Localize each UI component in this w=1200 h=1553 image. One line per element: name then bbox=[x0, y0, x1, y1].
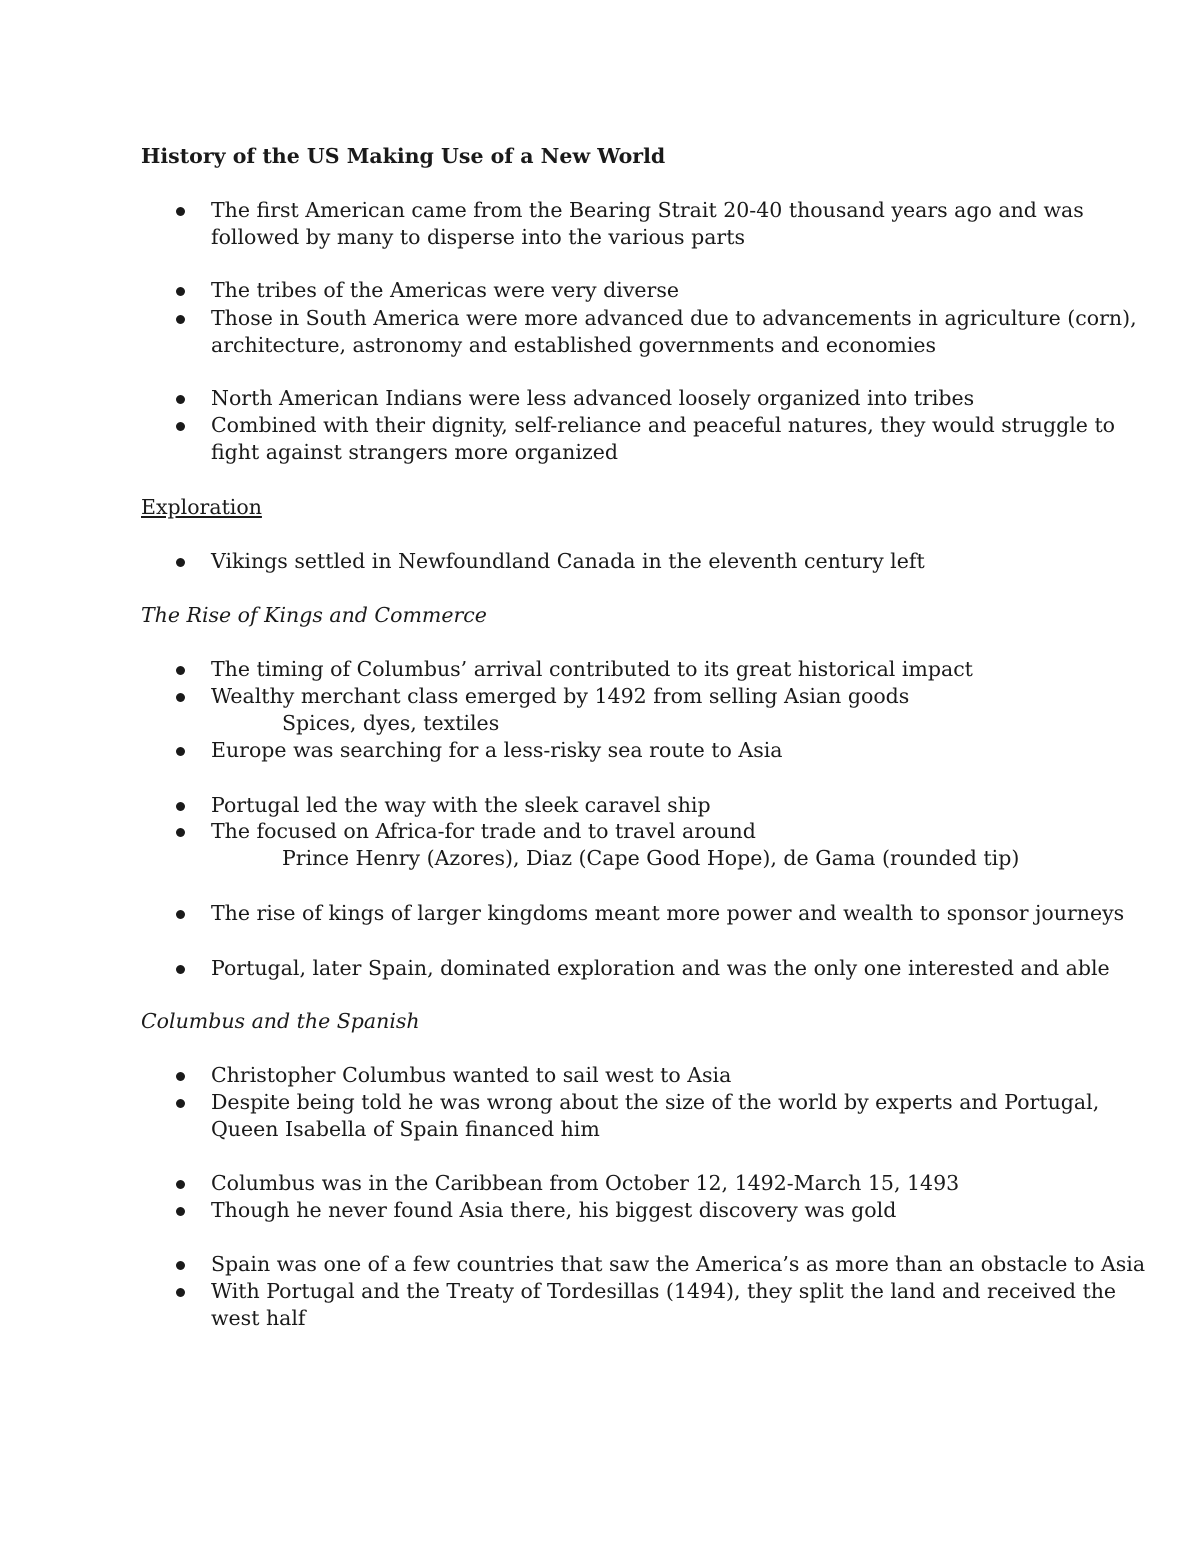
bullet-icon bbox=[176, 287, 185, 296]
bullet-text: With Portugal and the Treaty of Tordesillas (1494), they split the land and received the bbox=[211, 1279, 1117, 1303]
bullet-icon bbox=[176, 207, 185, 216]
bullet-text: The focused on Africa-for trade and to travel around bbox=[211, 819, 756, 843]
bullet-icon bbox=[176, 802, 185, 811]
bullet-text-continued: followed by many to disperse into the various parts bbox=[211, 225, 745, 249]
bullet-icon bbox=[176, 747, 185, 756]
bullet-text: Europe was searching for a less-risky sea route to Asia bbox=[211, 738, 783, 762]
section-heading-columbus: Columbus and the Spanish bbox=[141, 1009, 420, 1033]
bullet-text-continued: west half bbox=[211, 1306, 306, 1330]
bullet-text: Vikings settled in Newfoundland Canada in the eleventh century left bbox=[211, 549, 925, 573]
document-title: History of the US Making Use of a New World bbox=[141, 144, 666, 168]
bullet-text-continued: architecture, astronomy and established governments and economies bbox=[211, 333, 937, 357]
section-heading-rise-of-kings: The Rise of Kings and Commerce bbox=[141, 603, 487, 627]
bullet-icon bbox=[176, 315, 185, 324]
bullet-text: Spain was one of a few countries that saw the America’s as more than an obstacle to Asia bbox=[211, 1252, 1146, 1276]
bullet-icon bbox=[176, 666, 185, 675]
bullet-icon bbox=[176, 558, 185, 567]
indented-subitem: Prince Henry (Azores), Diaz (Cape Good Hope), de Gama (rounded tip) bbox=[282, 846, 1020, 870]
bullet-icon bbox=[176, 1180, 185, 1189]
bullet-text: Though he never found Asia there, his biggest discovery was gold bbox=[211, 1198, 897, 1222]
bullet-text: The first American came from the Bearing Strait 20-40 thousand years ago and was bbox=[211, 198, 1084, 222]
bullet-icon bbox=[176, 395, 185, 404]
bullet-icon bbox=[176, 965, 185, 974]
bullet-icon bbox=[176, 422, 185, 431]
bullet-icon bbox=[176, 1099, 185, 1108]
bullet-text: Those in South America were more advanced due to advancements in agriculture (corn), bbox=[211, 306, 1137, 330]
bullet-text: The rise of kings of larger kingdoms meant more power and wealth to sponsor journeys bbox=[211, 901, 1125, 925]
bullet-icon bbox=[176, 1288, 185, 1297]
bullet-text: Wealthy merchant class emerged by 1492 from selling Asian goods bbox=[211, 684, 910, 708]
bullet-text: North American Indians were less advanced loosely organized into tribes bbox=[211, 386, 975, 410]
bullet-text-continued: Queen Isabella of Spain financed him bbox=[211, 1117, 600, 1141]
bullet-text: The tribes of the Americas were very diverse bbox=[211, 278, 679, 302]
bullet-text-continued: fight against strangers more organized bbox=[211, 440, 618, 464]
bullet-icon bbox=[176, 910, 185, 919]
bullet-text: Despite being told he was wrong about the size of the world by experts and Portugal, bbox=[211, 1090, 1100, 1114]
bullet-text: The timing of Columbus’ arrival contributed to its great historical impact bbox=[211, 657, 973, 681]
bullet-text: Combined with their dignity, self-reliance and peaceful natures, they would struggle to bbox=[211, 413, 1116, 437]
bullet-icon bbox=[176, 828, 185, 837]
bullet-text: Christopher Columbus wanted to sail west to Asia bbox=[211, 1063, 732, 1087]
section-heading-exploration: Exploration bbox=[141, 495, 262, 519]
bullet-icon bbox=[176, 1207, 185, 1216]
bullet-icon bbox=[176, 1072, 185, 1081]
bullet-text: Portugal led the way with the sleek caravel ship bbox=[211, 793, 711, 817]
bullet-icon bbox=[176, 1261, 185, 1270]
bullet-icon bbox=[176, 693, 185, 702]
indented-subitem: Spices, dyes, textiles bbox=[282, 711, 500, 735]
bullet-text: Portugal, later Spain, dominated exploration and was the only one interested and able bbox=[211, 956, 1110, 980]
bullet-text: Columbus was in the Caribbean from October 12, 1492-March 15, 1493 bbox=[211, 1171, 960, 1195]
